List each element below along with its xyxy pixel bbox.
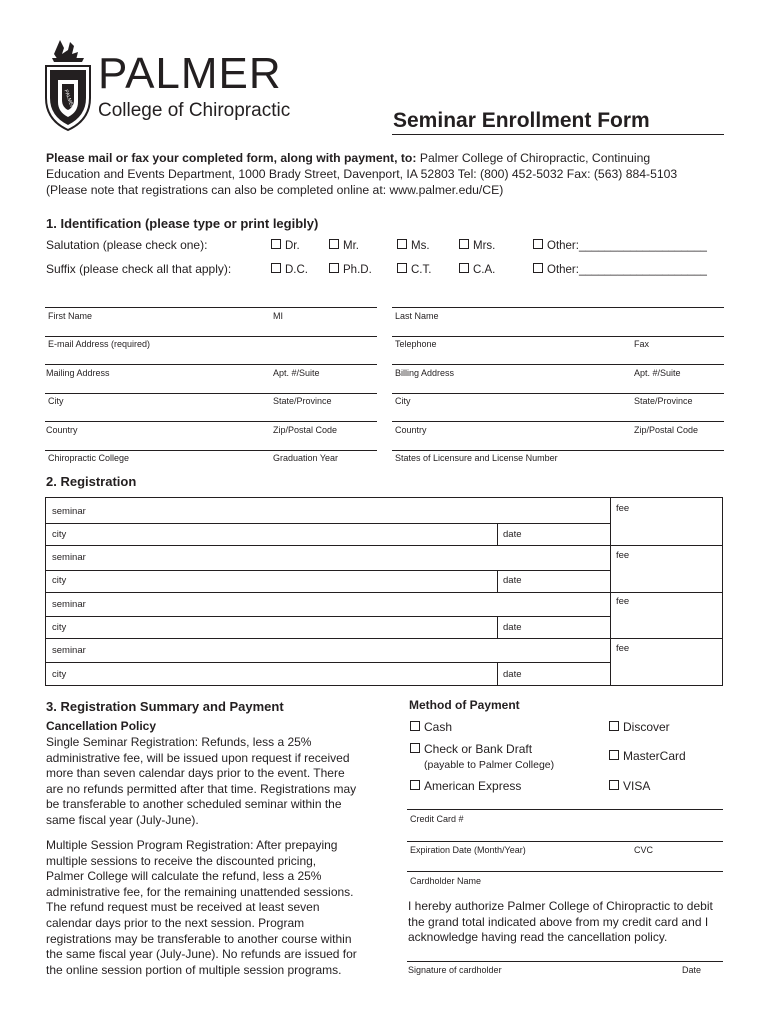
payment-heading: Method of Payment bbox=[409, 698, 520, 712]
shield-text: PALMER bbox=[62, 88, 76, 110]
salutation-mr-checkbox[interactable]: Mr. bbox=[329, 239, 359, 253]
intro-bold: Please mail or fax your completed form, along with payment, to: bbox=[46, 151, 417, 165]
single-line: more than seven calendar days prior to the event. There bbox=[46, 766, 345, 781]
seminar-field-3[interactable]: seminar bbox=[52, 599, 86, 610]
check-note: (payable to Palmer College) bbox=[424, 759, 555, 771]
states-licensure-field[interactable]: States of Licensure and License Number bbox=[395, 453, 558, 463]
fee-field-2[interactable]: fee bbox=[616, 550, 630, 561]
logo-subtitle: College of Chiropractic bbox=[98, 100, 291, 121]
multi-line: multiple sessions to receive the discounted pricing, bbox=[46, 853, 317, 868]
cash-checkbox[interactable]: Cash bbox=[410, 721, 452, 733]
seminar-field-1[interactable]: seminar bbox=[52, 506, 86, 517]
last-name-field[interactable]: Last Name bbox=[395, 311, 439, 321]
fax-field[interactable]: Fax bbox=[634, 339, 650, 349]
discover-checkbox[interactable]: Discover bbox=[609, 721, 670, 733]
cvc-field[interactable]: CVC bbox=[634, 845, 654, 855]
mailing-zip-field[interactable]: Zip/Postal Code bbox=[273, 425, 338, 435]
suffix-ct-checkbox[interactable]: C.T. bbox=[397, 263, 431, 277]
billing-address-field[interactable]: Billing Address bbox=[395, 368, 455, 378]
date-field-4[interactable]: date bbox=[503, 669, 522, 680]
credit-card-field[interactable]: Credit Card # bbox=[410, 814, 464, 824]
expiration-line bbox=[407, 841, 723, 842]
left-line-5 bbox=[45, 421, 377, 422]
left-line-1 bbox=[45, 307, 377, 308]
multi-session-policy bbox=[46, 838, 376, 978]
credit-card-line bbox=[407, 809, 723, 810]
title-rule bbox=[392, 134, 724, 135]
multi-line: the online session portion of multiple session programs. bbox=[46, 962, 342, 977]
right-line-1 bbox=[392, 307, 724, 308]
fee-field-3[interactable]: fee bbox=[616, 596, 630, 607]
authorize-line: the grand total indicated above from my credit card and I bbox=[408, 914, 709, 929]
date-field-1[interactable]: date bbox=[503, 529, 522, 540]
signature-field[interactable]: Signature of cardholder bbox=[408, 965, 502, 975]
billing-apt-field[interactable]: Apt. #/Suite bbox=[634, 368, 681, 378]
single-seminar-policy bbox=[46, 735, 376, 829]
email-field[interactable]: E-mail Address (required) bbox=[48, 339, 151, 349]
left-line-4 bbox=[45, 393, 377, 394]
graduation-year-field[interactable]: Graduation Year bbox=[273, 453, 339, 463]
suffix-phd-checkbox[interactable]: Ph.D. bbox=[329, 263, 372, 277]
multi-line: registrations may be transferable to another course within bbox=[46, 931, 352, 946]
logo-name: PALMER bbox=[98, 49, 282, 98]
registration-table bbox=[45, 497, 723, 686]
authorize-line: acknowledge having read the cancellation policy. bbox=[408, 930, 668, 945]
fee-field-1[interactable]: fee bbox=[616, 503, 630, 514]
mailing-address-field[interactable]: Mailing Address bbox=[46, 368, 110, 378]
mailing-city-field[interactable]: City bbox=[48, 396, 64, 406]
signature-date-field[interactable]: Date bbox=[682, 965, 702, 975]
multi-line: The refund request must be received at least seven bbox=[46, 900, 320, 915]
billing-state-field[interactable]: State/Province bbox=[634, 396, 693, 406]
mi-field[interactable]: MI bbox=[273, 311, 283, 321]
amex-checkbox[interactable]: American Express bbox=[410, 780, 521, 792]
authorize-line: I hereby authorize Palmer College of Chiropractic to debit bbox=[408, 899, 713, 913]
date-field-2[interactable]: date bbox=[503, 575, 522, 586]
right-line-6 bbox=[392, 450, 724, 451]
cardholder-line bbox=[407, 871, 723, 872]
right-line-2 bbox=[392, 336, 724, 337]
visa-checkbox[interactable]: VISA bbox=[609, 780, 650, 792]
salutation-other-checkbox[interactable]: Other:____________________ bbox=[533, 239, 707, 253]
fee-field-4[interactable]: fee bbox=[616, 643, 630, 654]
left-line-6 bbox=[45, 450, 377, 451]
salutation-label: Salutation (please check one): bbox=[46, 238, 208, 252]
multi-line: administrative fee, for the remaining unattended sessions. bbox=[46, 884, 354, 899]
mailing-state-field[interactable]: State/Province bbox=[273, 396, 332, 406]
city-field-2[interactable]: city bbox=[52, 575, 67, 586]
right-line-3 bbox=[392, 364, 724, 365]
cancellation-heading: Cancellation Policy bbox=[46, 719, 157, 733]
date-field-3[interactable]: date bbox=[503, 622, 522, 633]
city-field-4[interactable]: city bbox=[52, 669, 67, 680]
multi-line: the same fiscal year (July-June). No refunds are issued for bbox=[46, 947, 357, 962]
mailing-apt-field[interactable]: Apt. #/Suite bbox=[273, 368, 320, 378]
left-line-2 bbox=[45, 336, 377, 337]
right-line-5 bbox=[392, 421, 724, 422]
multi-line: Multiple Session Program Registration: After prepaying bbox=[46, 838, 338, 852]
right-line-4 bbox=[392, 393, 724, 394]
summary-heading: 3. Registration Summary and Payment bbox=[46, 699, 284, 714]
mailing-country-field[interactable]: Country bbox=[46, 425, 78, 435]
telephone-field[interactable]: Telephone bbox=[395, 339, 437, 349]
single-line: are no refunds permitted after that time. Registrations may bbox=[46, 781, 357, 796]
expiration-field[interactable]: Expiration Date (Month/Year) bbox=[410, 845, 526, 855]
salutation-mrs-checkbox[interactable]: Mrs. bbox=[459, 239, 495, 253]
authorization-text bbox=[408, 899, 728, 946]
salutation-ms-checkbox[interactable]: Ms. bbox=[397, 239, 430, 253]
first-name-field[interactable]: First Name bbox=[48, 311, 93, 321]
salutation-dr-checkbox[interactable]: Dr. bbox=[271, 239, 300, 253]
form-title: Seminar Enrollment Form bbox=[393, 109, 650, 132]
identification-heading: 1. Identification (please type or print legibly) bbox=[46, 216, 319, 231]
mastercard-checkbox[interactable]: MasterCard bbox=[609, 750, 686, 762]
registration-heading: 2. Registration bbox=[46, 474, 137, 489]
single-line: administrative fee, will be issued upon request if received bbox=[46, 750, 350, 765]
intro-text bbox=[46, 150, 736, 198]
suffix-ca-checkbox[interactable]: C.A. bbox=[459, 263, 495, 277]
suffix-dc-checkbox[interactable]: D.C. bbox=[271, 263, 308, 277]
single-line: be transferable to another scheduled seminar within the bbox=[46, 797, 342, 812]
single-line: same fiscal year (July-June). bbox=[46, 812, 199, 827]
chiropractic-college-field[interactable]: Chiropractic College bbox=[48, 453, 130, 463]
multi-line: Palmer College will calculate the refund, less a 25% bbox=[46, 869, 322, 884]
cardholder-field[interactable]: Cardholder Name bbox=[410, 876, 482, 886]
intro-line2: Education and Events Department, 1000 Brady Street, Davenport, IA 52803 Tel: (800) 452-5032 Fax: (563) 884-5103 bbox=[46, 167, 678, 181]
check-checkbox[interactable]: Check or Bank Draft bbox=[410, 743, 532, 755]
suffix-other-checkbox[interactable]: Other:____________________ bbox=[533, 263, 707, 277]
billing-city-field[interactable]: City bbox=[395, 396, 411, 406]
multi-line: calendar days prior to the next session. Program bbox=[46, 915, 305, 930]
single-line: Single Seminar Registration: Refunds, less a 25% bbox=[46, 735, 312, 749]
billing-country-field[interactable]: Country bbox=[395, 425, 427, 435]
intro-line3: (Please note that registrations can also be completed online at: www.palmer.edu/CE) bbox=[46, 183, 504, 197]
city-field-3[interactable]: city bbox=[52, 622, 67, 633]
seminar-field-4[interactable]: seminar bbox=[52, 645, 86, 656]
city-field-1[interactable]: city bbox=[52, 529, 67, 540]
seminar-field-2[interactable]: seminar bbox=[52, 552, 86, 563]
college-shield-logo bbox=[40, 36, 96, 132]
billing-zip-field[interactable]: Zip/Postal Code bbox=[634, 425, 699, 435]
signature-line bbox=[407, 961, 723, 962]
intro-line1: Palmer College of Chiropractic, Continuing bbox=[416, 151, 651, 165]
left-line-3 bbox=[45, 364, 377, 365]
suffix-label: Suffix (please check all that apply): bbox=[46, 262, 232, 276]
